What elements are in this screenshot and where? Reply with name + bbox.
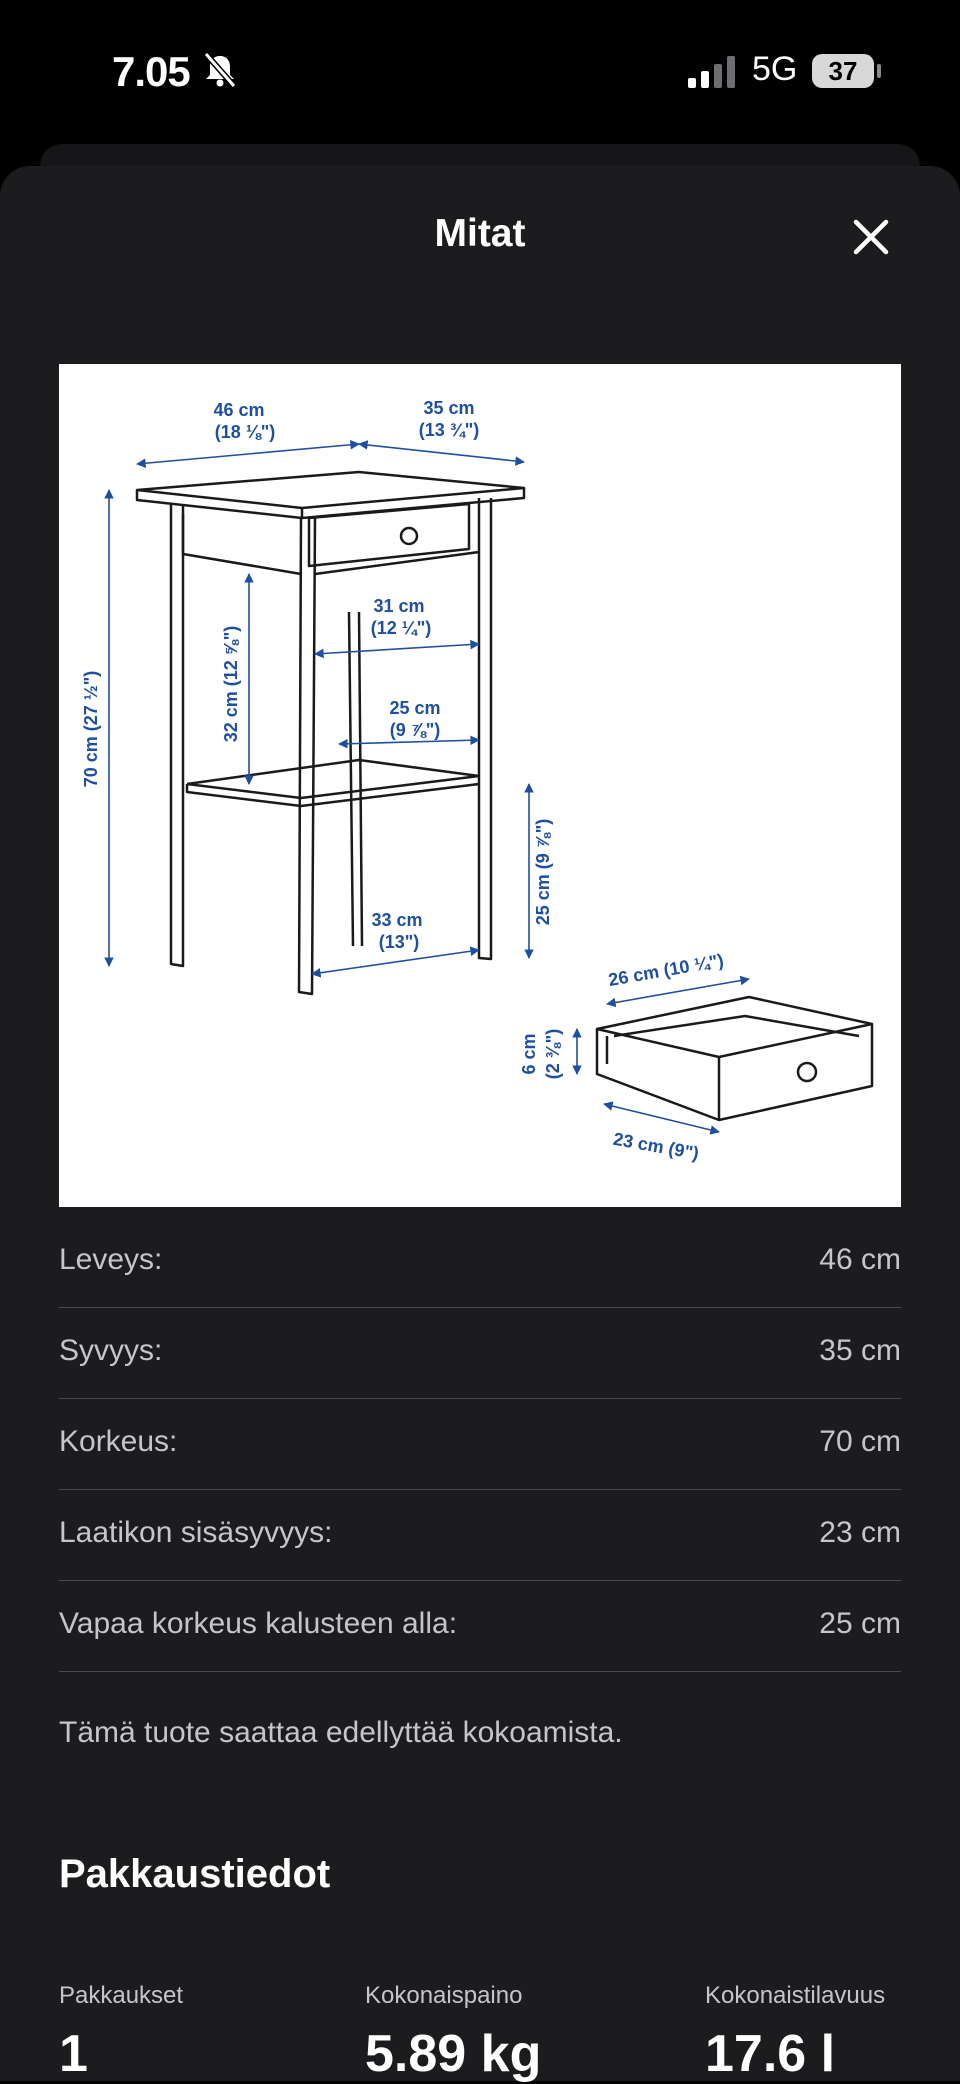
dim-leg-span-cm: 33 cm: [371, 910, 423, 930]
network-type: 5G: [752, 50, 798, 88]
spec-row: [59, 1399, 901, 1490]
spec-value: 46 cm: [819, 1243, 901, 1276]
packages-label: Pakkaukset: [59, 1982, 184, 2009]
assembly-note: Tämä tuote saattaa edellyttää kokoamista.: [59, 1716, 623, 1749]
spec-row: [59, 1217, 901, 1308]
dim-leg-span-in: (13"): [378, 932, 420, 952]
spec-label: Leveys:: [59, 1243, 163, 1276]
spec-value: 35 cm: [819, 1334, 901, 1367]
weight-label: Kokonaispaino: [365, 1982, 523, 2009]
battery-icon: [812, 54, 874, 88]
dim-shelf-depth-cm: 25 cm: [389, 698, 441, 718]
dim-shelf-depth-in: (9 ⅞"): [389, 720, 441, 740]
signal-icon: [688, 56, 736, 88]
spec-row: [59, 1490, 901, 1581]
dim-depth-cm: 35 cm: [423, 398, 475, 418]
spec-value: 25 cm: [819, 1607, 901, 1640]
dimensions-list: [59, 1217, 901, 1672]
spec-label: Laatikon sisäsyvyys:: [59, 1516, 333, 1549]
dim-drawer-height-in: (2 ⅜"): [543, 1028, 563, 1080]
dim-drawer-clearance: 32 cm (12 ⅝"): [221, 625, 241, 743]
volume-label: Kokonaistilavuus: [705, 1982, 886, 2009]
drawer-knob: [401, 528, 417, 544]
weight-value: 5.89 kg: [365, 2025, 542, 2083]
dim-free-height: 25 cm (9 ⅞"): [533, 818, 553, 926]
spec-label: Vapaa korkeus kalusteen alla:: [59, 1607, 458, 1640]
dim-width-in: (18 ⅛"): [214, 422, 276, 442]
spec-row: [59, 1308, 901, 1399]
battery-level: 37: [828, 56, 858, 86]
dim-height: 70 cm (27 ½"): [81, 670, 101, 788]
spec-label: Korkeus:: [59, 1425, 178, 1458]
dim-inner-width-cm: 31 cm: [373, 596, 425, 616]
sheet-title: Mitat: [434, 212, 526, 255]
spec-row: [59, 1581, 901, 1672]
dim-inner-width-in: (12 ¼"): [370, 618, 432, 638]
dim-width-cm: 46 cm: [213, 400, 265, 420]
close-icon[interactable]: [848, 214, 894, 260]
spec-value: 23 cm: [819, 1516, 901, 1549]
spec-label: Syvyys:: [59, 1334, 163, 1367]
battery-tip: [877, 64, 881, 78]
dim-depth-in: (13 ¾"): [418, 420, 480, 440]
status-time: 7.05: [112, 48, 190, 95]
status-bar: [0, 0, 960, 140]
packaging-title: Pakkaustiedot: [59, 1852, 331, 1896]
packages-value: 1: [59, 2025, 88, 2083]
volume-value: 17.6 l: [705, 2025, 836, 2083]
dim-drawer-width: 26 cm (10 ¼"): [606, 950, 726, 991]
dim-drawer-depth: 23 cm (9"): [611, 1128, 701, 1164]
bell-muted-icon: [200, 50, 240, 90]
spec-value: 70 cm: [819, 1425, 901, 1458]
nightstand-drawing: [59, 364, 901, 1207]
dimension-diagram: [59, 364, 901, 1207]
dim-drawer-height-cm: 6 cm: [519, 1033, 539, 1075]
